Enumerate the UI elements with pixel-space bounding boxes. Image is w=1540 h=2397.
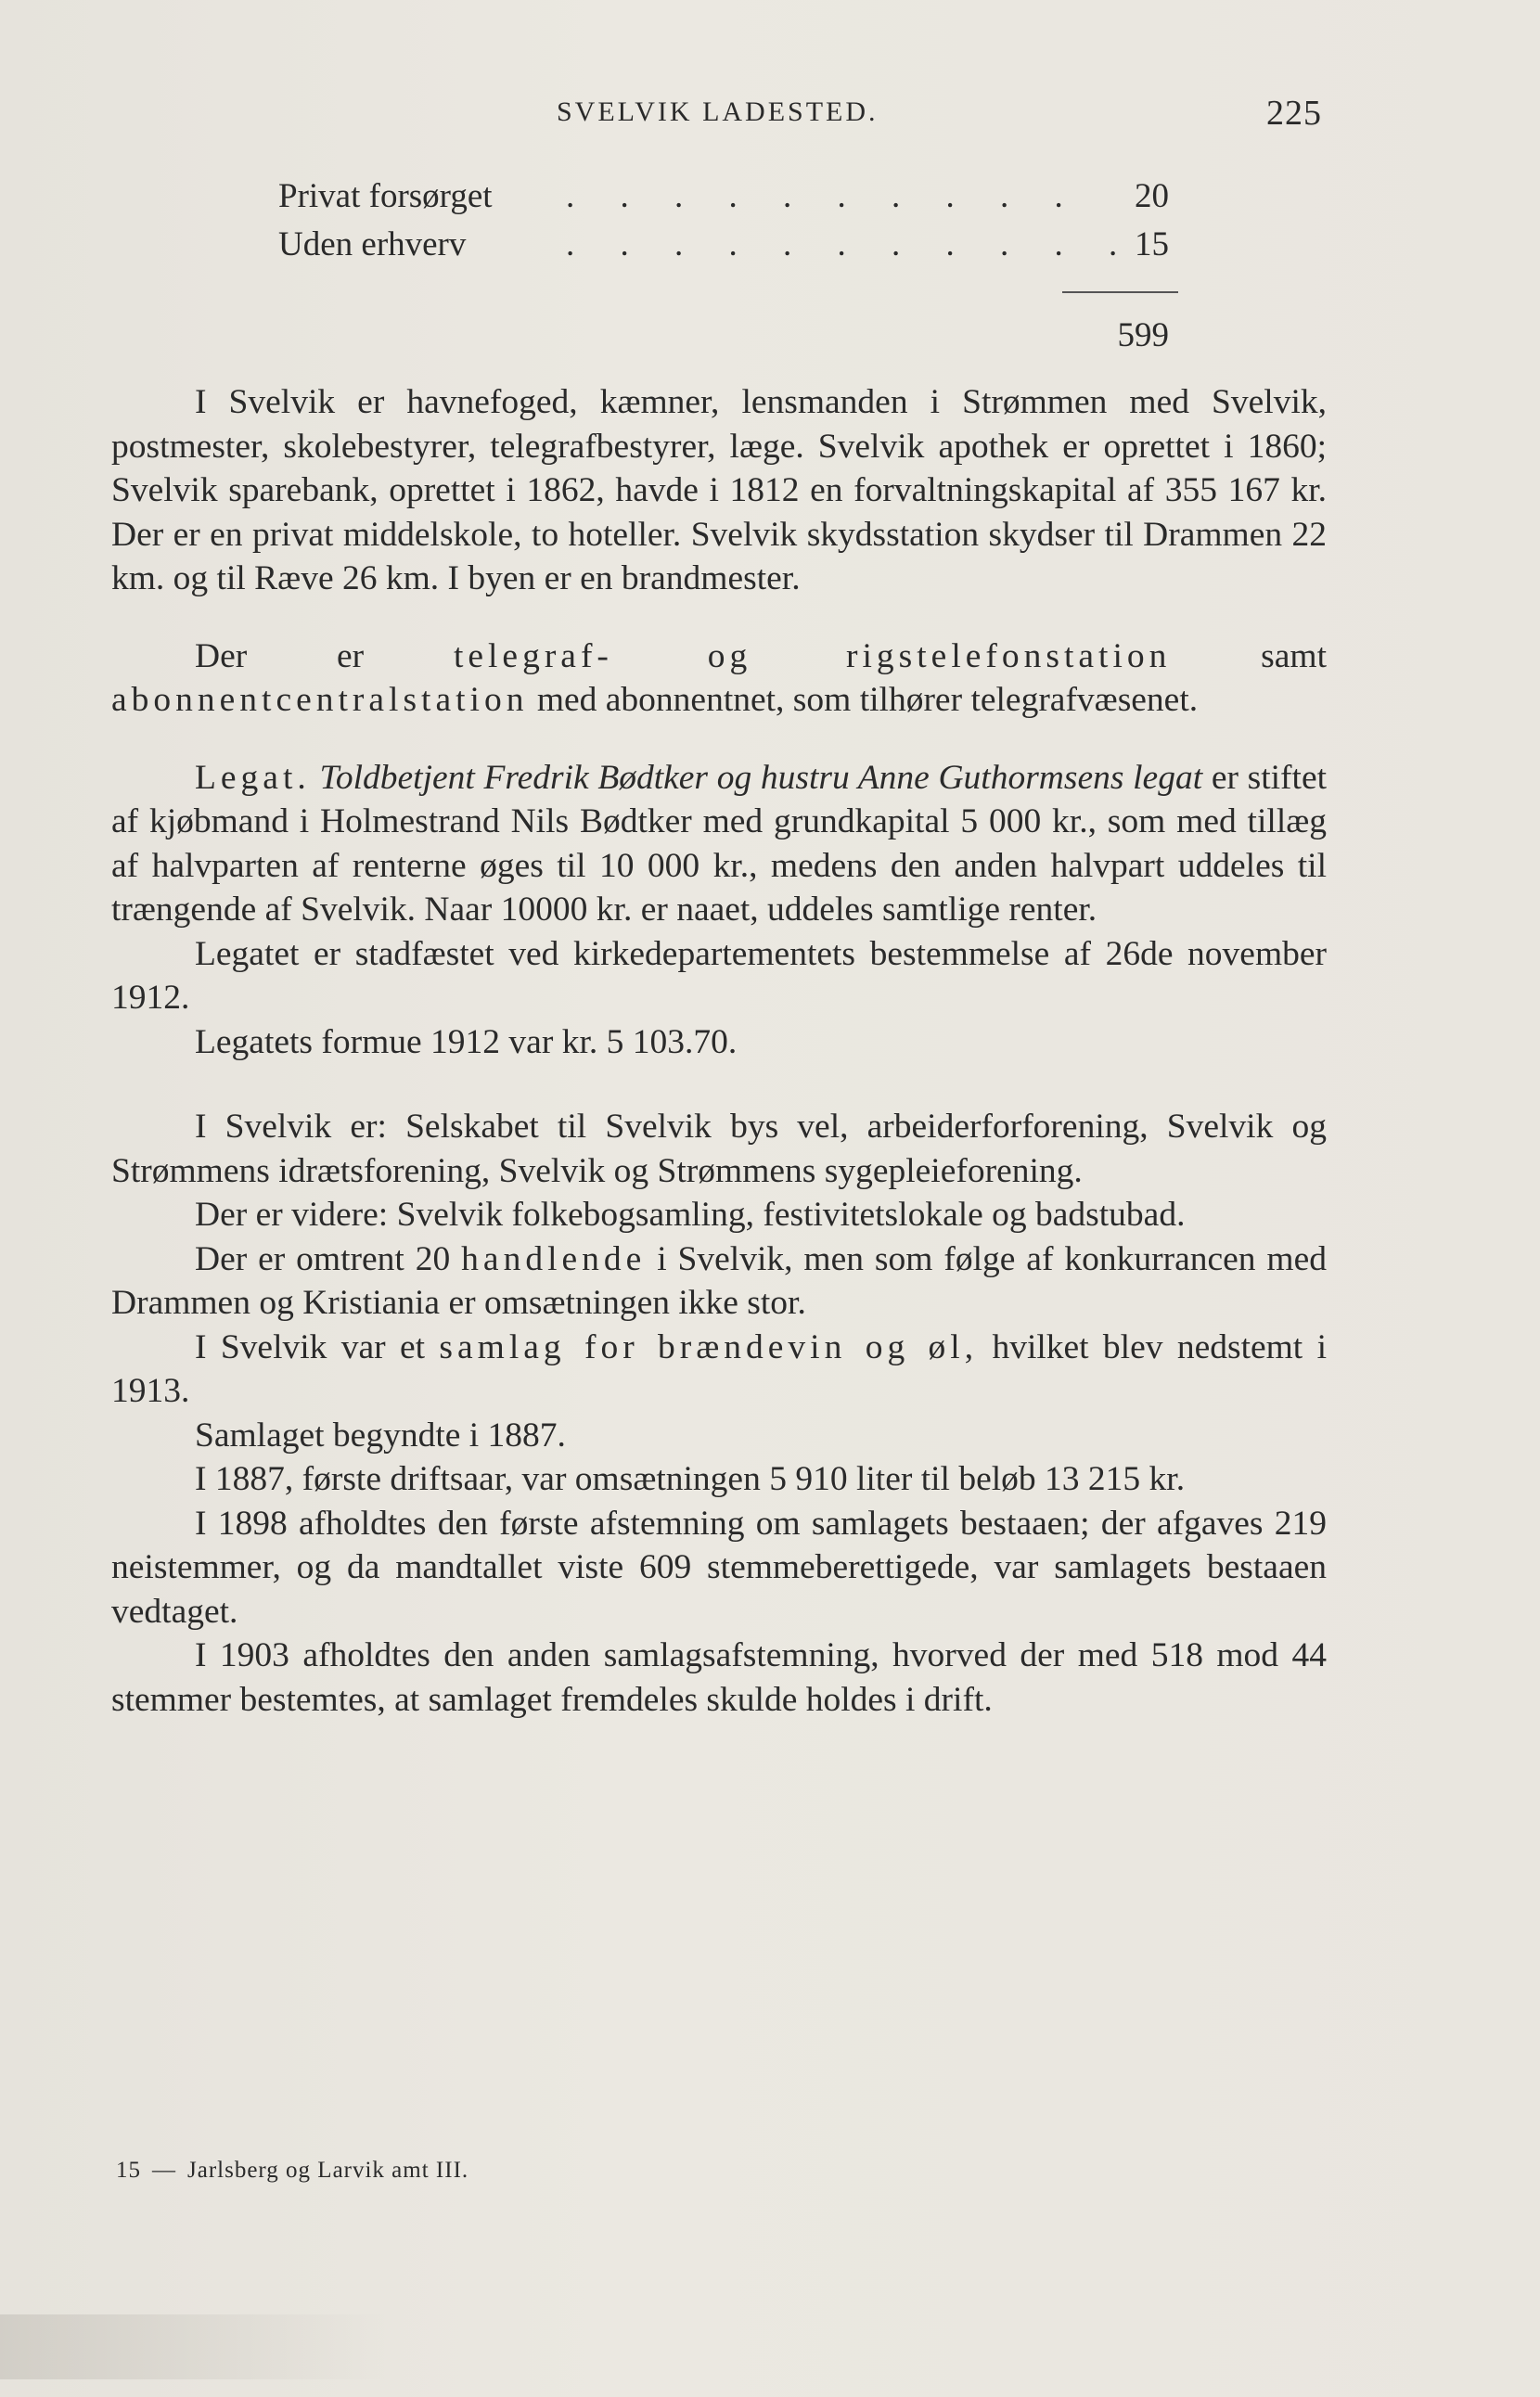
tally-value: 20 [1135, 177, 1169, 215]
tally-row [278, 176, 1187, 224]
footnote-dash: — [152, 2158, 176, 2183]
tally-label: Privat forsørget [278, 177, 493, 215]
paragraph-first-vote: I 1898 afholdtes den første afstemning om samlagets bestaaen; der afgaves 219 neistemmer, og da mandtallet viste 609 stemmeberettigede, var samlagets bestaaen vedtaget. [111, 1504, 1327, 1631]
spaced-term: samlag for brændevin og øl, [439, 1327, 979, 1366]
paragraph-legat-approval: Legatet er stadfæstet ved kirkedepartementets bestemmelse af 26de november 1912. [111, 934, 1327, 1017]
paragraph-societies: I Svelvik er: Selskabet til Svelvik bys vel, arbeiderforforening, Svelvik og Strømmens idrætsforening, Svelvik og Strømmens sygepleieforening. [111, 1108, 1327, 1190]
text-run: samt [1261, 636, 1327, 675]
paragraph-samlag [111, 1326, 1327, 1414]
text-run: I Svelvik var et [195, 1327, 426, 1366]
paragraph-telegraph [111, 634, 1327, 723]
tally-row [278, 224, 1187, 273]
tally-table [278, 176, 1187, 354]
paragraph-traders [111, 1237, 1327, 1326]
spaced-term: abonnentcentralstation [111, 681, 529, 719]
sum-rule [1062, 291, 1178, 293]
spaced-term: telegraf- og rigstelefonstation [453, 636, 1172, 675]
paragraph-samlag-start: Samlaget begyndte i 1887. [195, 1416, 566, 1455]
paragraph-amenities: Der er videre: Svelvik folkebogsamling, festivitetslokale og badstubad. [195, 1196, 1186, 1234]
paragraph-legat [111, 756, 1327, 932]
legat-heading: Legat. [195, 758, 311, 797]
body-text [111, 380, 1327, 1722]
text-run: Der er [195, 636, 365, 675]
paragraph-legat-fortune: Legatets formue 1912 var kr. 5 103.70. [195, 1022, 738, 1061]
footnote-text: Jarlsberg og Larvik amt III. [187, 2158, 469, 2183]
legat-name: Toldbetjent Fredrik Bødtker og hustru Anne Guthormsens legat [319, 758, 1203, 797]
text-run: i Svelvik, men som følge af konkurrancen med Drammen og Kristiania er omsætningen ikke stor. [111, 1239, 1327, 1322]
running-title: SVELVIK LADESTED. [557, 96, 879, 127]
tally-leader-dots: . . . . . . . . . . [566, 177, 1082, 215]
paragraph-officials: I Svelvik er havnefoged, kæmner, lensmanden i Strømmen med Svelvik, postmester, skolebestyrer, telegrafbestyrer, læge. Svelvik apothek er oprettet i 1860; Svelvik sparebank, oprettet i 1862, havde i 1812 en forvaltningskapital af 355 167 kr. Der er en privat middelskole, to hoteller. Svelvik skydsstation skydser til Drammen 22 km. og til Ræve 26 km. I byen er en brandmester. [111, 383, 1327, 597]
page-header [0, 96, 1540, 143]
tally-label: Uden erhverv [278, 225, 467, 263]
text-run: hvilket blev nedstemt i 1913. [111, 1327, 1327, 1410]
tally-leader-dots: . . . . . . . . . . . [566, 225, 1136, 263]
sheet-number: 15 [116, 2158, 141, 2183]
text-run: med abonnentnet, som tilhører telegrafvæsenet. [536, 681, 1199, 719]
signature-footnote [116, 2158, 480, 2184]
text-run: er stiftet af kjøbmand i Holmestrand Nils Bødtker med grundkapital 5 000 kr., som med tillæg af halvparten af renterne øges til 10 000 kr., medens den anden halvpart uddeles til trængende af Svelvik. Naar 10000 kr. er naaet, uddeles samtlige renter. [111, 758, 1328, 929]
paragraph-second-vote: I 1903 afholdtes den anden samlagsafstemning, hvorved der med 518 mod 44 stemmer bestemtes, at samlaget fremdeles skulde holdes i drift. [111, 1636, 1327, 1719]
tally-value: 15 [1135, 225, 1169, 263]
page-number: 225 [1266, 94, 1322, 133]
spaced-term: handlende [461, 1239, 647, 1278]
scan-shadow [0, 2314, 390, 2379]
tally-total: 599 [1117, 316, 1169, 354]
text-run: Der er omtrent 20 [195, 1239, 451, 1278]
paragraph-samlag-turnover: I 1887, første driftsaar, var omsætningen 5 910 liter til beløb 13 215 kr. [195, 1460, 1186, 1498]
